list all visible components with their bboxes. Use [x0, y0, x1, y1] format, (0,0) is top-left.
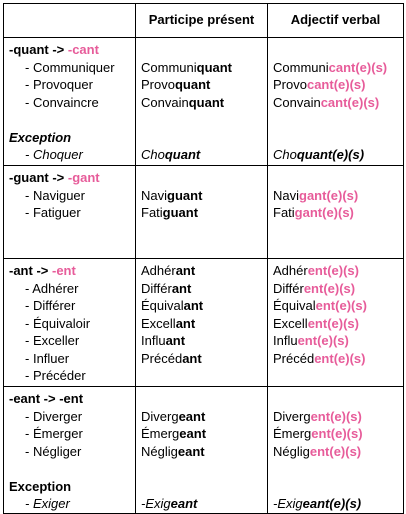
exception-item: -Exigeant	[141, 496, 198, 511]
header-verb	[4, 4, 136, 38]
list-item: Émergent(e)(s)	[273, 426, 363, 441]
list-item: Négligeant	[141, 443, 205, 459]
group-row-guant	[4, 166, 404, 259]
adjectif-cell	[268, 387, 404, 514]
list-item: - Fatiguer	[25, 205, 81, 220]
group-row-eant	[4, 387, 404, 514]
list-item: Fatiguant	[141, 205, 199, 220]
rule-title: -ant -> -ent	[9, 263, 76, 278]
list-item: Négligent(e)(s)	[273, 443, 362, 459]
exception-item: Choquant	[141, 147, 201, 162]
list-item: Excellent(e)(s)	[273, 315, 359, 331]
participe-cell	[136, 166, 268, 259]
list-item: - Négliger	[25, 443, 82, 459]
list-item: Équivalent(e)(s)	[273, 298, 367, 313]
list-item: Communiquant	[141, 59, 233, 75]
exception-label: Exception	[9, 129, 72, 145]
list-item: Communicant(e)(s)	[273, 59, 388, 75]
list-item: - Influer	[25, 350, 70, 366]
list-item: - Exceller	[25, 333, 80, 348]
list-item: Navigant(e)(s)	[273, 187, 359, 203]
verb-cell	[4, 166, 136, 259]
list-item: - Équivaloir	[25, 315, 91, 331]
list-item: Équivalant	[141, 298, 204, 313]
list-item: Précédant	[141, 350, 202, 366]
list-item: - Adhérer	[25, 280, 79, 296]
participe-cell	[136, 387, 268, 514]
verb-cell	[4, 259, 136, 387]
header-participe-present: Participe présent	[136, 4, 268, 38]
list-item: Convaincant(e)(s)	[273, 94, 380, 110]
header-adjectif-verbal: Adjectif verbal	[268, 4, 404, 38]
group-row-ant	[4, 259, 404, 387]
list-item: Adhérant	[141, 263, 196, 278]
adjectif-cell	[268, 259, 404, 387]
list-item: - Convaincre	[25, 94, 99, 110]
exception-item: Choquant(e)(s)	[273, 147, 365, 162]
list-item: - Diverger	[25, 408, 83, 424]
list-item: Influent(e)(s)	[273, 333, 349, 348]
list-item: Adhérent(e)(s)	[273, 263, 359, 278]
list-item: - Naviguer	[25, 187, 85, 203]
list-item: - Précéder	[25, 368, 86, 383]
list-item: Divergeant	[141, 408, 206, 424]
list-item: - Différer	[25, 298, 76, 313]
list-item: Influant	[141, 333, 186, 348]
rule-title: -eant -> -ent	[9, 391, 84, 406]
list-item: Fatigant(e)(s)	[273, 205, 354, 220]
exception-item: - Choquer	[25, 147, 83, 162]
participe-cell	[136, 38, 268, 166]
rule-title: -guant -> -gant	[9, 170, 100, 185]
verb-cell	[4, 38, 136, 166]
adjectif-cell	[268, 166, 404, 259]
list-item: Précédent(e)(s)	[273, 350, 366, 366]
list-item: - Provoquer	[25, 77, 93, 92]
list-item: Émergeant	[141, 426, 207, 441]
list-item: Divergent(e)(s)	[273, 408, 362, 424]
list-item: - Communiquer	[25, 59, 115, 75]
list-item: Provocant(e)(s)	[273, 77, 366, 92]
verb-cell	[4, 387, 136, 514]
list-item: Naviguant	[141, 187, 203, 203]
list-item: Différant	[141, 280, 192, 296]
list-item: Provoquant	[141, 77, 211, 92]
exception-label: Exception	[9, 478, 72, 494]
exception-item: -Exigeant(e)(s)	[273, 496, 362, 511]
participe-cell	[136, 259, 268, 387]
rule-title: -quant -> -cant	[9, 42, 99, 57]
conjugation-table	[3, 3, 404, 514]
header-row	[4, 4, 404, 38]
exception-item: - Exiger	[25, 496, 70, 511]
list-item: Convainquant	[141, 94, 225, 110]
group-row-quant	[4, 38, 404, 166]
list-item: - Émerger	[25, 426, 83, 441]
list-item: Différent(e)(s)	[273, 280, 356, 296]
list-item: Excellant	[141, 315, 196, 331]
adjectif-cell	[268, 38, 404, 166]
